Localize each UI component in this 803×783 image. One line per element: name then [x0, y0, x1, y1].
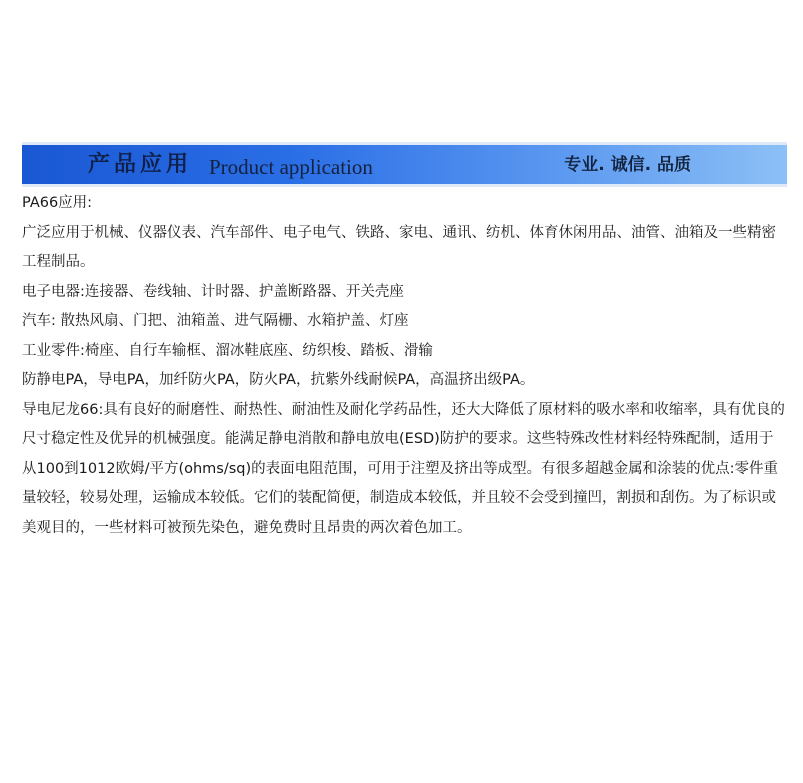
banner-slogan: 专业. 诚信. 品质 — [564, 155, 691, 175]
pa66-application-heading: PA66应用: — [22, 195, 93, 211]
banner-bottom-stripe — [22, 184, 787, 187]
application-description — [22, 189, 787, 543]
banner-title-english: Product application — [209, 155, 373, 179]
special-grades-line: 防静电PA，导电PA，加纤防火PA，防火PA，抗紫外线耐候PA，高温挤出级PA。 — [22, 372, 535, 388]
general-applications-paragraph: 广泛应用于机械、仪器仪表、汽车部件、电子电气、铁路、家电、通讯、纺机、体育休闲用品、油管、油箱及一些精密工程制品。 — [22, 224, 776, 270]
conductive-nylon-paragraph: 导电尼龙66:具有良好的耐磨性、耐热性、耐油性及耐化学药品性，还大大降低了原材料的吸水率和收缩率，具有优良的尺寸稳定性及优异的机械强度。能满足静电消散和静电放电(ESD)防护的要求。这些特殊改性材料经特殊配制，适用于从100到1012欧姆/平方(ohms/sq)的表面电阻范围，可用于注塑及挤出等成型。有很多超越金属和涂装的优点:零件重量较轻，较易处理，运输成本较低。它们的装配简便，制造成本较低，并且较不会受到撞凹，割损和刮伤。为了标识或美观目的，一些材料可被预先染色，避免费时且昂贵的两次着色加工。 — [22, 401, 785, 536]
automotive-applications-line: 汽车: 散热风扇、门把、油箱盖、进气隔栅、水箱护盖、灯座 — [22, 313, 409, 329]
electronics-applications-line: 电子电器:连接器、卷线轴、计时器、护盖断路器、开关壳座 — [22, 283, 404, 300]
banner-title-chinese: 产品应用 — [88, 151, 193, 177]
industrial-parts-line: 工业零件:椅座、自行车输框、溜冰鞋底座、纺织梭、踏板、滑输 — [22, 342, 433, 359]
product-application-banner — [22, 142, 787, 187]
banner-top-stripe — [22, 142, 787, 145]
